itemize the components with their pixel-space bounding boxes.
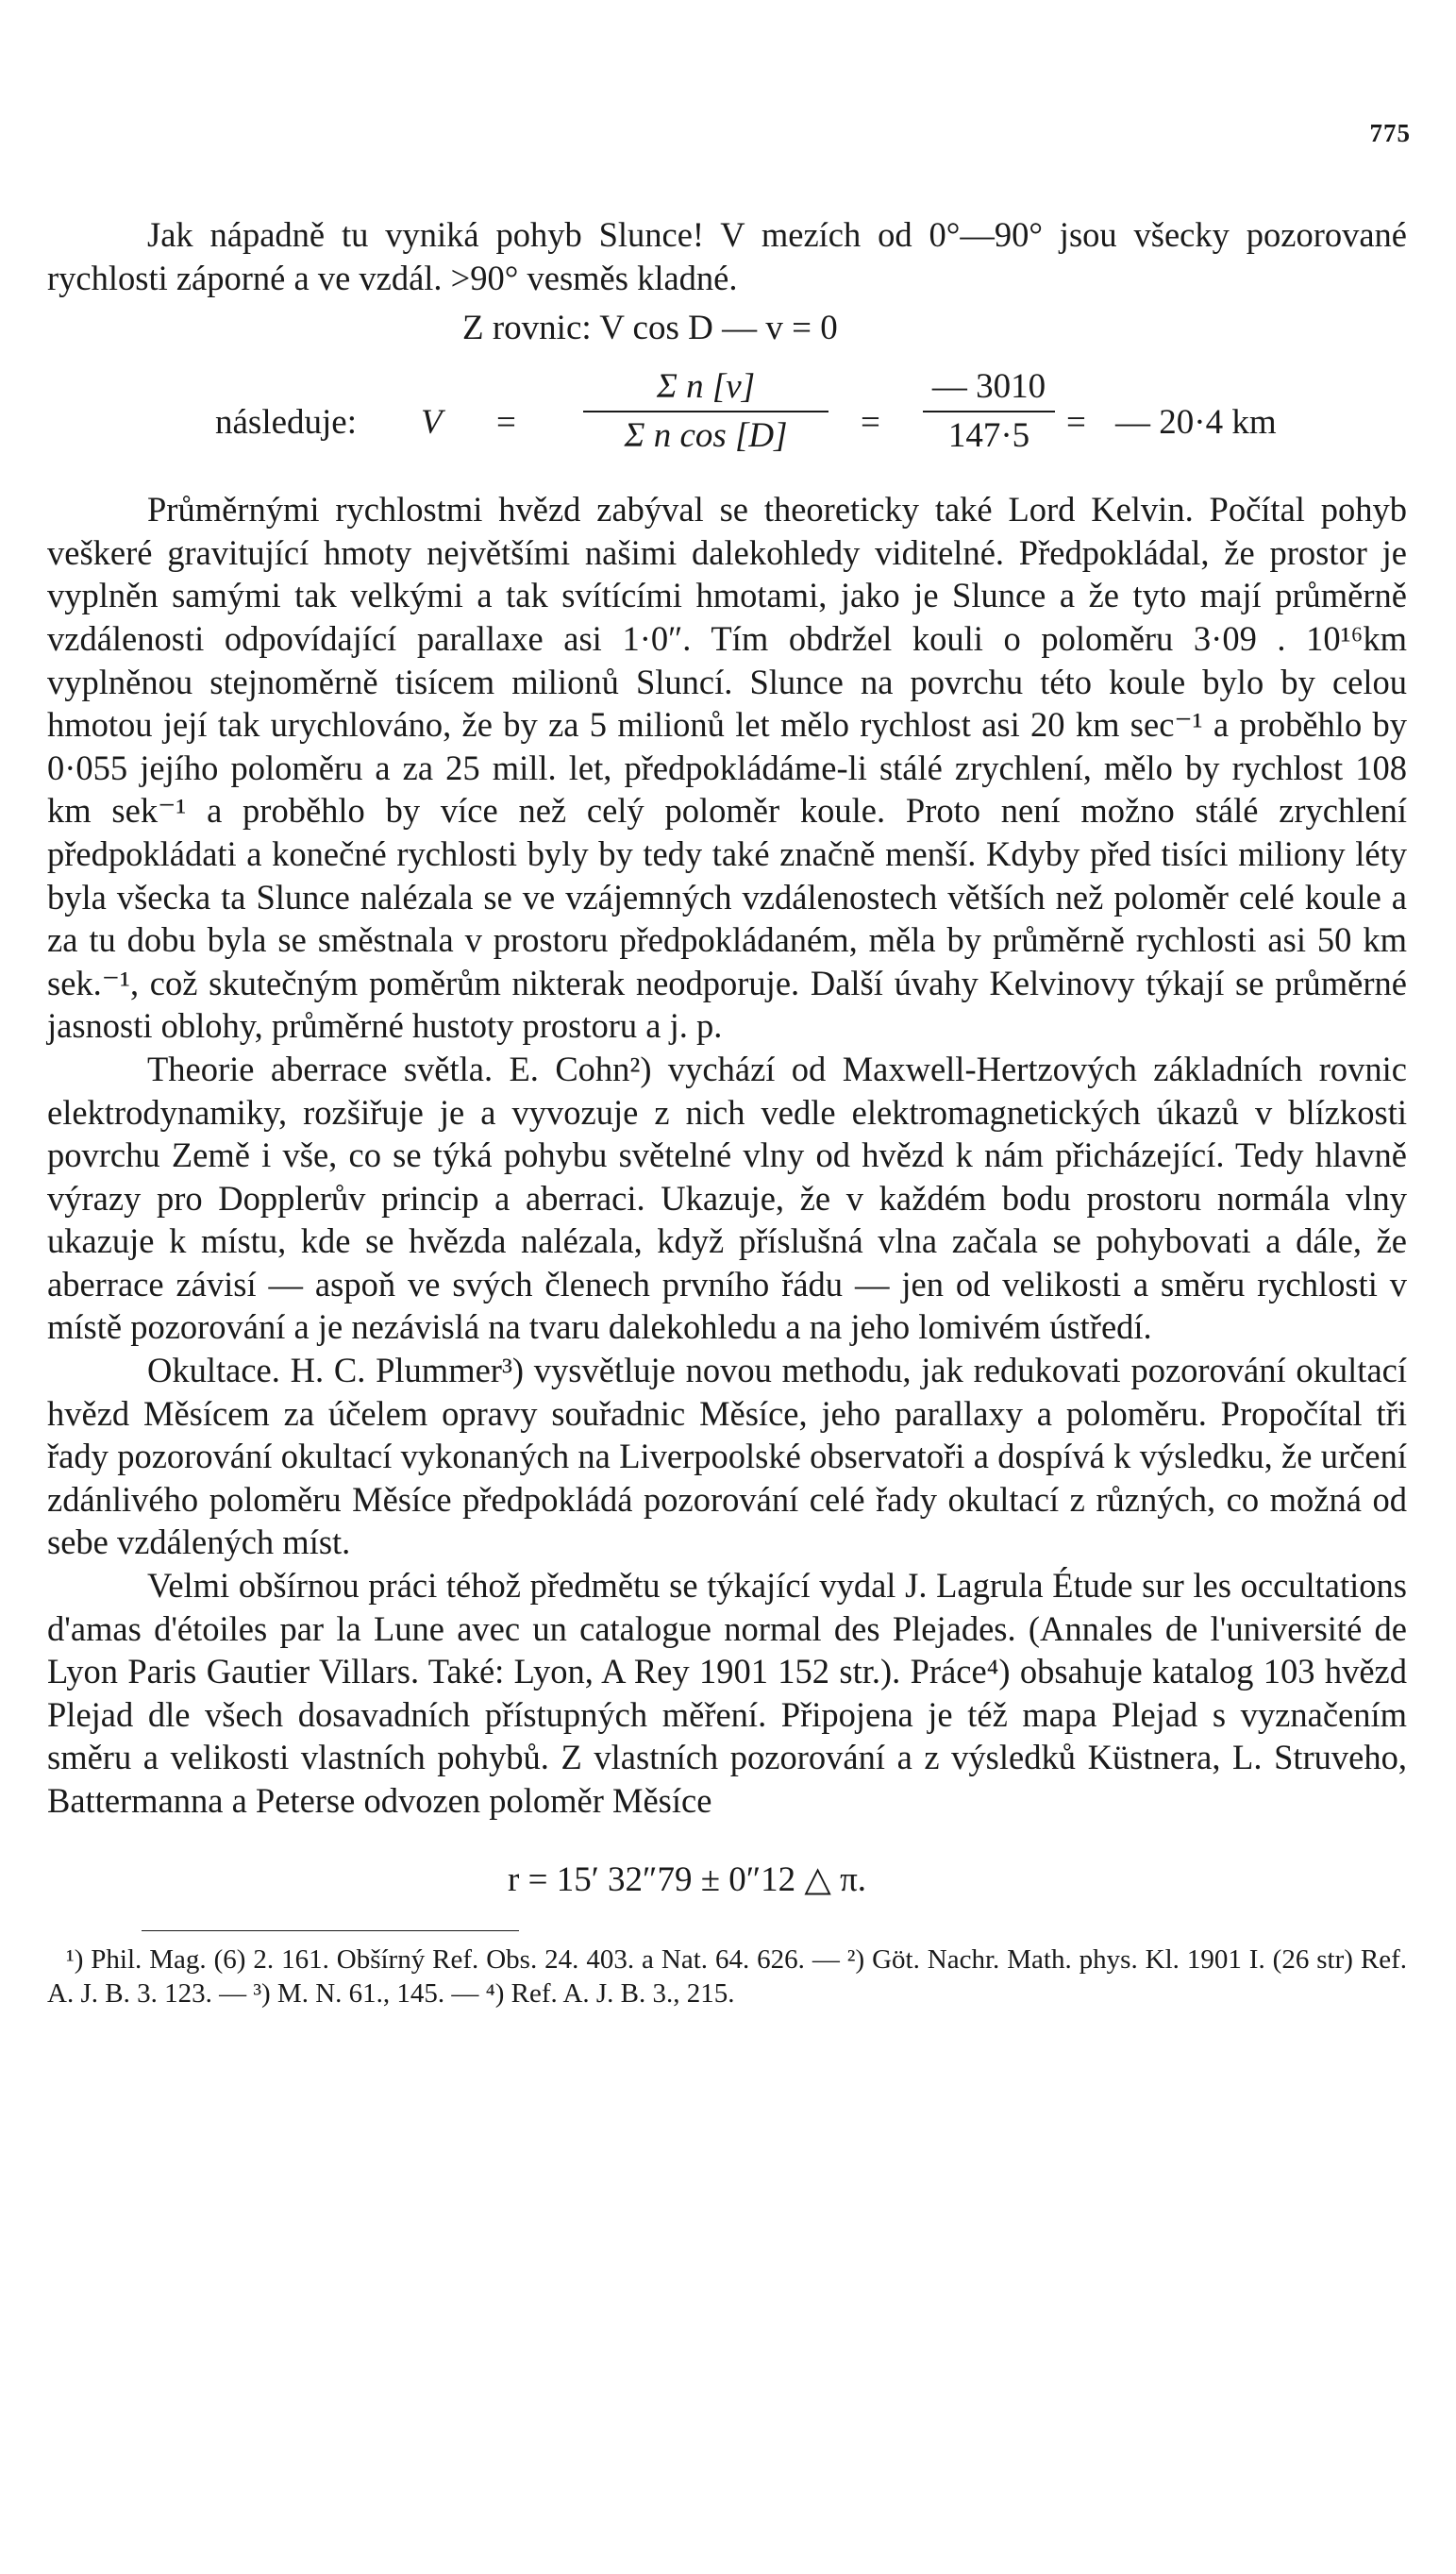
fraction-denominator: Σ n cos [D] — [624, 416, 788, 456]
fraction-numerator-numeric: — 3010 — [931, 367, 1046, 407]
footnote-divider — [142, 1930, 519, 1931]
equation-velocity — [47, 299, 1407, 365]
equation-moon-radius-text: r = 15′ 32″79 ± 0″12 △ π. — [508, 1859, 867, 1899]
equals-sign: = — [1066, 403, 1086, 443]
equation-variable: V — [421, 403, 443, 443]
equation-velocity-text: Z rovnic: V cos D — v = 0 — [462, 309, 838, 348]
page-body — [47, 213, 1407, 2010]
fraction-symbolic — [583, 365, 828, 458]
page-number: 775 — [1369, 119, 1411, 147]
paragraph-aberration: Theorie aberrace světla. E. Cohn²) vychází od Maxwell-Hertzových základních rovnic elektrodynamiky, rozšiřuje je a vyvozuje z nich vedle elektromagnetických úkazů v blízkosti povrchu Země i vše, co se týká pohybu světelné vlny od hvězd k nám přicházející. Tedy hlavně výrazy pro Dopplerův princip a aberraci. Ukazuje, že v každém bodu prostoru normála vlny ukazuje k místu, kde se hvězda nalézala, když příslušná vlna začala se pohybovati a dále, že aberrace závisí — aspoň ve svých členech prvního řádu — jen od velikosti a směru rychlosti v místě pozorování a je nezávislá na tvaru dalekohledu a na jeho lomivém ústředí. — [47, 1049, 1407, 1347]
equation-moon-radius — [47, 1838, 1407, 1923]
fraction-numerator: Σ n [v] — [656, 367, 756, 407]
fraction-numeric — [923, 365, 1055, 458]
footnote-text: ¹) Phil. Mag. (6) 2. 161. Obšírný Ref. Obs. 24. 403. a Nat. 64. 626. — ²) Göt. Nachr. Math. phys. Kl. 1901 I. (26 str) Ref. A. J. B. 3. 123. — ³) M. N. 61., 145. — ⁴) Ref. A. J. B. 3., 215. — [47, 1943, 1407, 2009]
footnotes — [47, 1943, 1407, 2010]
fraction-denominator-numeric: 147·5 — [947, 416, 1030, 456]
equation-mean-velocity — [47, 365, 1407, 488]
equation-result: — 20·4 km — [1115, 403, 1277, 443]
paragraph-kelvin: Průměrnými rychlostmi hvězd zabýval se theoreticky také Lord Kelvin. Počítal pohyb veškeré gravitující hmoty největšími našimi dalekohledy viditelné. Předpokládal, že prostor je vyplněn samými tak velkými a tak svítícími hmotami, jako je Slunce a že tyto mají průměrně vzdálenosti odpovídající parallaxe asi 1·0″. Tím obdržel kouli o poloměru 3·09 . 10¹⁶km vyplněnou stejnoměrně tisícem milionů Sluncí. Slunce na povrchu této koule bylo by celou hmotou její tak urychlováno, že by za 5 milionů let mělo rychlost asi 20 km sec⁻¹ a proběhlo by 0·055 jejího poloměru a za 25 mill. let, předpokládáme-li stálé zrychlení, mělo by rychlost 108 km sek⁻¹ a proběhlo by více než celý poloměr koule. Proto není možno stálé zrychlení předpokládati a konečné rychlosti byly by tedy také značně menší. Kdyby před tisíci miliony léty byla všecka ta Slunce nalézala se ve vzájemných vzdálenostech větších než poloměr celé koule a za tu dobu byla se směstnala v prostoru předpokládaném, měla by průměrně rychlosti asi 50 km sek.⁻¹, což skutečným poměrům nikterak neodporuje. Další úvahy Kelvinovy týkají se průměrné jasnosti oblohy, průměrné hustoty prostoru a j. p. — [47, 490, 1407, 1046]
fraction-bar — [583, 411, 828, 412]
equals-sign: = — [861, 403, 880, 443]
equals-sign: = — [496, 403, 516, 443]
fraction-bar — [923, 411, 1055, 412]
paragraph-sun-motion: Jak nápadně tu vyniká pohyb Slunce! V mezích od 0°—90° jsou všecky pozorované rychlosti záporné a ve vzdál. >90° vesměs kladné. — [47, 215, 1407, 297]
equation-lead: následuje: — [215, 403, 358, 443]
paragraph-occultation: Okultace. H. C. Plummer³) vysvětluje novou methodu, jak redukovati pozorování okultací hvězd Měsícem za účelem opravy souřadnic Měsíce, jeho parallaxy a poloměru. Propočítal tři řady pozorování okultací vykonaných na Liverpoolské observatoři a dospívá k výsledku, že určení zdánlivého poloměru Měsíce předpokládá pozorování celé řady okultací z různých, co možná od sebe vzdálených míst. — [47, 1351, 1407, 1562]
paragraph-lagrula: Velmi obšírnou práci téhož předmětu se týkající vydal J. Lagrula Étude sur les occultations d'amas d'étoiles par la Lune avec un catalogue normal des Plejades. (Annales de l'université de Lyon Paris Gautier Villars. Také: Lyon, A Rey 1901 152 str.). Práce⁴) obsahuje katalog 103 hvězd Plejad dle všech dosavadních přístupných měření. Připojena je též mapa Plejad s vyznačením směru a velikosti vlastních pohybů. Z vlastních pozorování a z výsledků Küstnera, L. Struveho, Battermanna a Peterse odvozen poloměr Měsíce — [47, 1566, 1407, 1820]
